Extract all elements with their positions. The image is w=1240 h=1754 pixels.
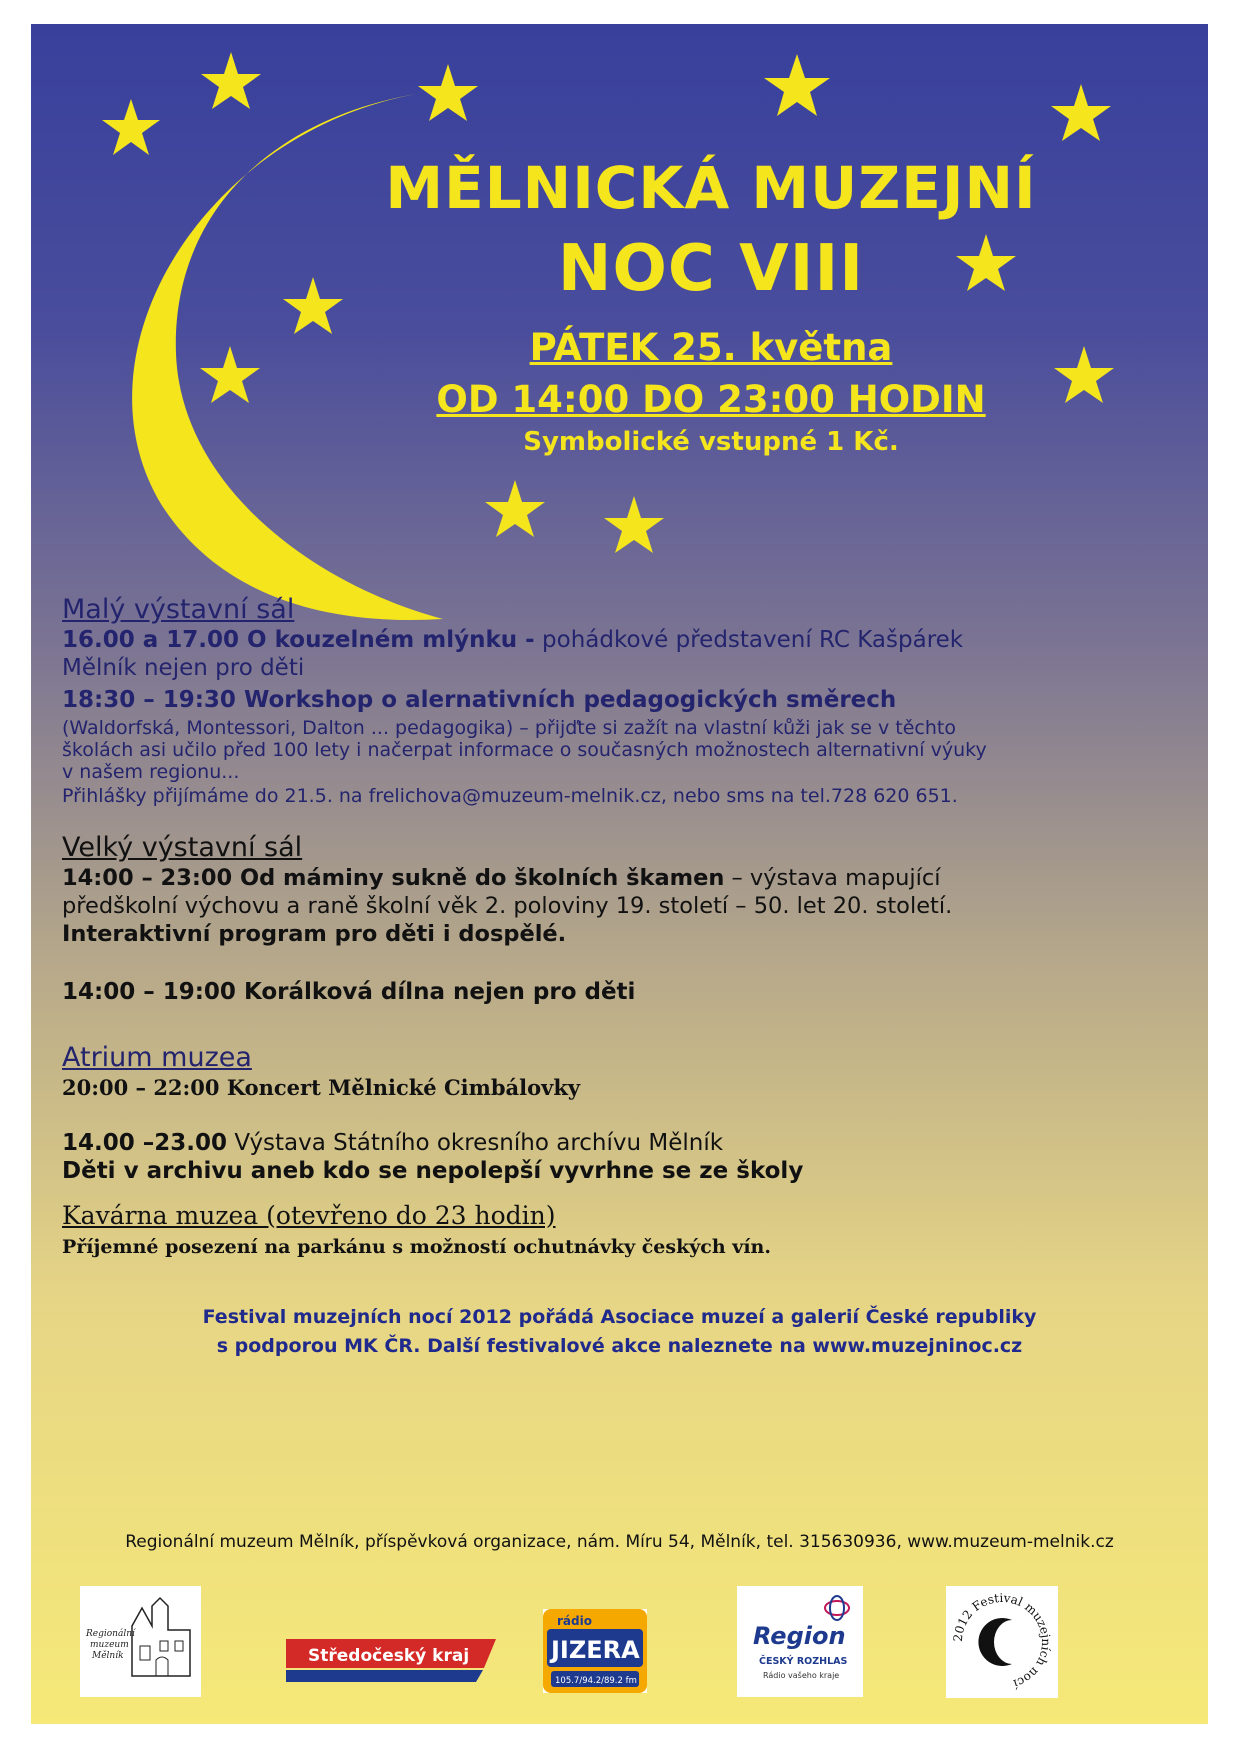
program-description: (Waldorfská, Montessori, Dalton ... pedagogika) – přijďte si zažít na vlastní kůži jak se v těchto [62,717,956,739]
svg-text:muzeum: muzeum [90,1640,129,1650]
svg-text:ČESKÝ ROZHLAS: ČESKÝ ROZHLAS [759,1656,848,1667]
section-heading: Velký výstavní sál [62,832,303,863]
svg-text:105.7/94.2/89.2 fm: 105.7/94.2/89.2 fm [555,1676,637,1686]
region-cesky-rozhlas-logo [737,1586,863,1697]
museum-logo [80,1586,201,1697]
program-note: Interaktivní program pro děti i dospělé. [62,921,567,947]
program-time: 14.00 –23.00 [62,1130,228,1156]
program-item: 14:00 – 19:00 Korálková dílna nejen pro děti [62,979,636,1005]
festival-muzejnich-noci-logo [946,1586,1058,1698]
program-title: Děti v archivu aneb kdo se nepolepší vyvrhne se ze školy [62,1158,804,1184]
event-time: OD 14:00 DO 23:00 HODIN [436,378,986,421]
star-icon [1051,84,1111,141]
poster [31,24,1208,1724]
section-heading: Atrium muzea [62,1042,252,1073]
section-velky-sal [62,832,1182,1005]
svg-text:Mělník: Mělník [92,1651,124,1661]
section-heading: Malý výstavní sál [62,594,295,625]
program-time-title: 18:30 – 19:30 Workshop o alernativních pedagogických směrech [62,687,897,713]
program-item [62,627,1182,653]
star-icon [485,480,545,537]
program-description: Mělník nejen pro děti [62,655,305,681]
museum-building-icon [80,1586,201,1697]
program-time-title: 16.00 a 17.00 O kouzelném mlýnku - [62,627,535,653]
museum-address: Regionální muzeum Mělník, příspěvková organizace, nám. Míru 54, Mělník, tel. 315630936, www.muzeum-melnik.cz [125,1532,1114,1552]
program-description: školách asi učilo před 100 lety i načerpat informace o současných možnostech alternativní výuky [62,739,987,761]
program-item [62,1130,1182,1156]
festival-info-line2: s podporou MK ČR. Další festivalové akce naleznete na www.muzejninoc.cz [216,1335,1023,1357]
star-icon [604,496,664,553]
program-description: pohádkové představení RC Kašpárek [534,627,964,653]
star-icon [764,54,830,116]
entry-fee: Symbolické vstupné 1 Kč. [523,427,899,457]
svg-text:Regionální: Regionální [86,1629,135,1639]
program-description: – výstava mapující [724,865,941,891]
festival-info-line1: Festival muzejních nocí 2012 pořádá Asociace muzeí a galerií České republiky [202,1306,1037,1328]
program-description: předškolní výchovu a raně školní věk 2. poloviny 19. století – 50. let 20. století. [62,893,953,919]
program-item: 20:00 – 22:00 Koncert Mělnické Cimbálovky [62,1075,581,1100]
registration-info: Přihlášky přijímáme do 21.5. na frelichova@muzeum-melnik.cz, nebo sms na tel.728 620 651. [62,785,958,807]
svg-text:rádio: rádio [557,1614,592,1628]
section-kavarna [62,1201,1182,1258]
section-heading: Kavárna muzea (otevřeno do 23 hodin) [62,1201,556,1230]
event-date: PÁTEK 25. května [529,326,893,369]
kraj-logo-text: Středočeský kraj [308,1646,470,1666]
program-description: Výstava Státního okresního archívu Mělník [227,1130,724,1156]
section-maly-sal [62,594,1182,807]
event-title-line1: MĚLNICKÁ MUZEJNÍ [385,154,1037,222]
event-title-line2: NOC VIII [557,232,865,306]
star-icon [418,64,478,121]
radio-jizera-logo [543,1609,647,1693]
program-description: Příjemné posezení na parkánu s možností ochutnávky českých vín. [62,1236,771,1258]
section-atrium [62,1042,1182,1184]
svg-text:Rádio vašeho kraje: Rádio vašeho kraje [763,1671,840,1680]
program-item [62,865,1182,891]
stredocesky-kraj-logo [286,1636,496,1686]
svg-text:Region: Region [753,1622,846,1650]
program-time-title: 14:00 – 23:00 Od máminy sukně do školních škamen [62,865,725,891]
star-icon [102,99,160,155]
svg-text:JIZERA: JIZERA [551,1636,640,1664]
star-icon [201,52,261,109]
svg-text:2012 Festival muzejních nocí: 2012 Festival muzejních nocí [950,1590,1054,1692]
program-description: v našem regionu... [62,761,240,783]
